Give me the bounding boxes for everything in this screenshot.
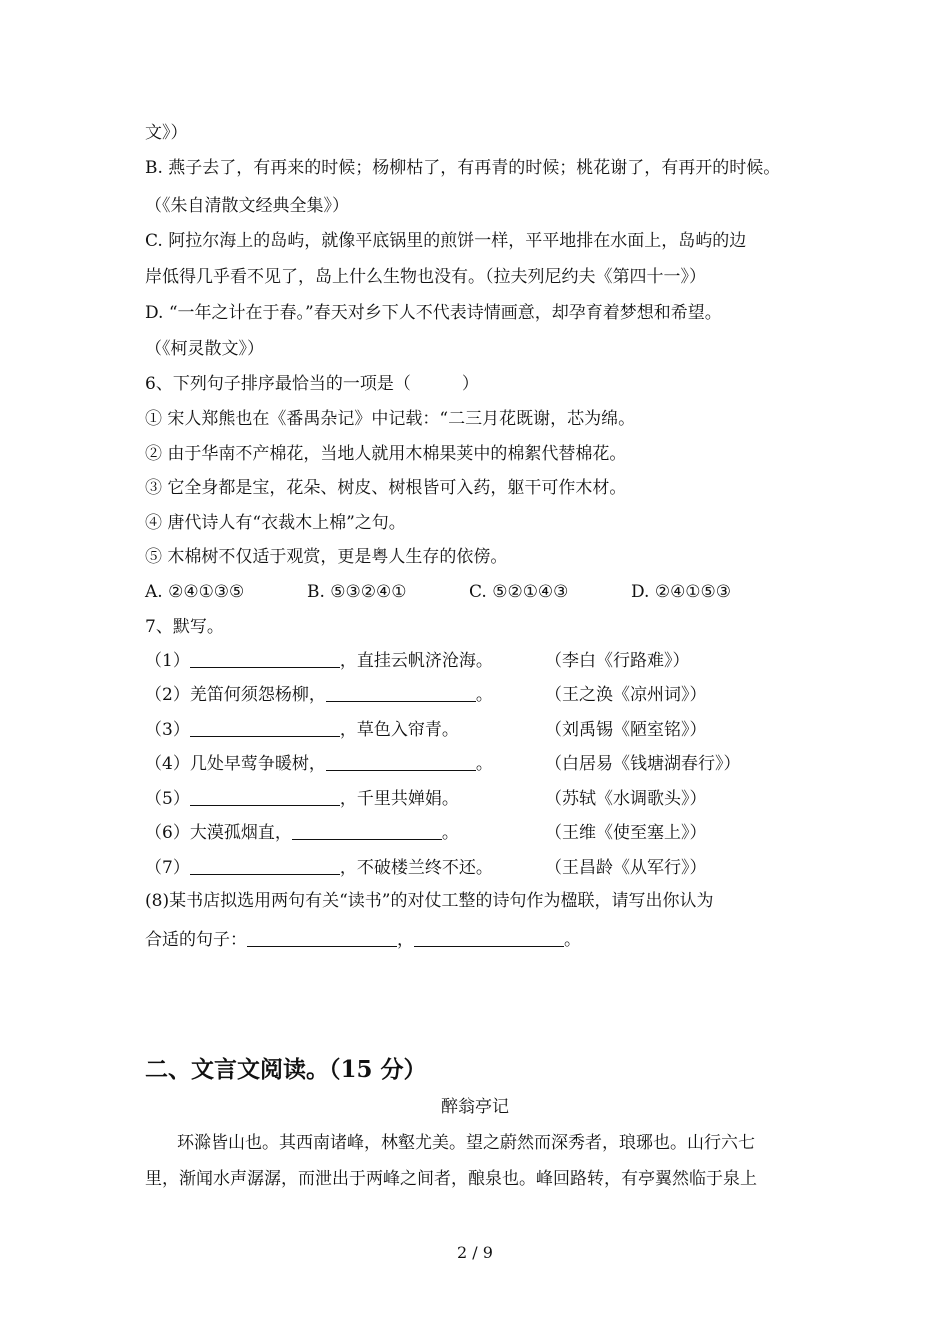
question-6-title: 6、下列句子排序最恰当的一项是（ ） bbox=[145, 374, 479, 394]
item-text: 。 bbox=[475, 754, 493, 774]
q7-item-8-line2 bbox=[145, 929, 581, 951]
item-text: ，千里共婵娟。 bbox=[339, 789, 459, 809]
text-line: （《柯灵散文》） bbox=[145, 339, 264, 359]
q7-item-1 bbox=[145, 650, 493, 672]
q6-option-d[interactable]: D. ②④①⑤③ bbox=[631, 582, 732, 602]
item-text: ，草色入帘青。 bbox=[339, 720, 459, 740]
q7-item-6 bbox=[145, 822, 459, 844]
text-line: （《朱自清散文经典全集》） bbox=[145, 196, 349, 216]
answer-blank[interactable] bbox=[247, 930, 397, 947]
text-line: 岸低得几乎看不见了，岛上什么生物也没有。（拉夫列尼约夫《第四十一》） bbox=[145, 267, 706, 287]
sentence-4: ④ 唐代诗人有“衣裁木上棉”之句。 bbox=[145, 513, 406, 533]
sentence-5: ⑤ 木棉树不仅适于观赏，更是粤人生存的依傍。 bbox=[145, 547, 508, 567]
answer-blank[interactable] bbox=[326, 685, 476, 702]
page-number: 2 / 9 bbox=[457, 1243, 493, 1262]
q7-item-3 bbox=[145, 719, 459, 741]
section-title: 二、文言文阅读。（15 分） bbox=[145, 1056, 427, 1083]
item-number: （2） bbox=[145, 685, 190, 705]
item-number: （5） bbox=[145, 789, 190, 809]
item-text: ，不破楼兰终不还。 bbox=[339, 858, 493, 878]
q7-source-7: （王昌龄《从军行》） bbox=[545, 858, 707, 878]
item-text: 羌笛何须怨杨柳， bbox=[189, 685, 326, 705]
q6-option-c[interactable]: C. ⑤②①④③ bbox=[469, 582, 569, 602]
q6-option-a[interactable]: A. ②④①③⑤ bbox=[145, 582, 245, 602]
item-text: ， bbox=[397, 930, 414, 950]
answer-blank[interactable] bbox=[414, 930, 564, 947]
item-number: （1） bbox=[145, 651, 190, 671]
item-text: 大漠孤烟直， bbox=[189, 823, 292, 843]
option-b-line: B. 燕子去了，有再来的时候；杨柳枯了，有再青的时候；桃花谢了，有再开的时候。 bbox=[145, 158, 781, 178]
q7-source-6: （王维《使至塞上》） bbox=[545, 823, 707, 843]
sentence-2: ② 由于华南不产棉花，当地人就用木棉果荚中的棉絮代替棉花。 bbox=[145, 444, 627, 464]
item-text: 。 bbox=[564, 930, 581, 950]
answer-blank[interactable] bbox=[292, 823, 442, 840]
q7-source-1: （李白《行路难》） bbox=[545, 651, 690, 671]
item-text: 。 bbox=[441, 823, 459, 843]
item-number: （6） bbox=[145, 823, 190, 843]
classical-text-title: 醉翁亭记 bbox=[441, 1097, 509, 1117]
option-d-line: D. “一年之计在于春。”春天对乡下人不代表诗情画意，却孕育着梦想和希望。 bbox=[145, 303, 722, 323]
sentence-3: ③ 它全身都是宝，花朵、树皮、树根皆可入药，躯干可作木材。 bbox=[145, 478, 627, 498]
answer-blank[interactable] bbox=[190, 651, 340, 668]
q7-item-7 bbox=[145, 857, 493, 879]
item-number: （3） bbox=[145, 720, 190, 740]
q7-source-3: （刘禹锡《陋室铭》） bbox=[545, 720, 707, 740]
item-number: （4） bbox=[145, 754, 190, 774]
q7-source-2: （王之涣《凉州词》） bbox=[545, 685, 707, 705]
q7-item-8-line1: (8)某书店拟选用两句有关“读书”的对仗工整的诗句作为楹联，请写出你认为 bbox=[145, 891, 714, 911]
q7-source-4: （白居易《钱塘湖春行》） bbox=[545, 754, 741, 774]
q7-item-4 bbox=[145, 753, 493, 775]
answer-blank[interactable] bbox=[190, 789, 340, 806]
q6-option-b[interactable]: B. ⑤③②④① bbox=[307, 582, 407, 602]
classical-text-line: 里，渐闻水声潺潺，而泄出于两峰之间者，酿泉也。峰回路转，有亭翼然临于泉上 bbox=[145, 1169, 757, 1189]
item-text: 。 bbox=[475, 685, 493, 705]
q7-source-5: （苏轼《水调歌头》） bbox=[545, 789, 707, 809]
item-number: （7） bbox=[145, 858, 190, 878]
question-7-title: 7、默写。 bbox=[145, 617, 224, 637]
item-text: 几处早莺争暖树， bbox=[189, 754, 326, 774]
text-line: 文》） bbox=[145, 123, 188, 143]
q7-item-2 bbox=[145, 684, 493, 706]
item-text: 合适的句子： bbox=[145, 930, 247, 950]
item-text: ，直挂云帆济沧海。 bbox=[339, 651, 493, 671]
classical-text-line: 环滁皆山也。其西南诸峰，林壑尤美。望之蔚然而深秀者，琅琊也。山行六七 bbox=[177, 1133, 755, 1153]
q7-item-5 bbox=[145, 788, 459, 810]
sentence-1: ① 宋人郑熊也在《番禺杂记》中记载：“二三月花既谢，芯为绵。 bbox=[145, 409, 636, 429]
answer-blank[interactable] bbox=[326, 754, 476, 771]
q6-options bbox=[145, 581, 731, 603]
answer-blank[interactable] bbox=[190, 720, 340, 737]
option-c-line: C. 阿拉尔海上的岛屿，就像平底锅里的煎饼一样，平平地排在水面上，岛屿的边 bbox=[145, 231, 747, 251]
answer-blank[interactable] bbox=[190, 858, 340, 875]
